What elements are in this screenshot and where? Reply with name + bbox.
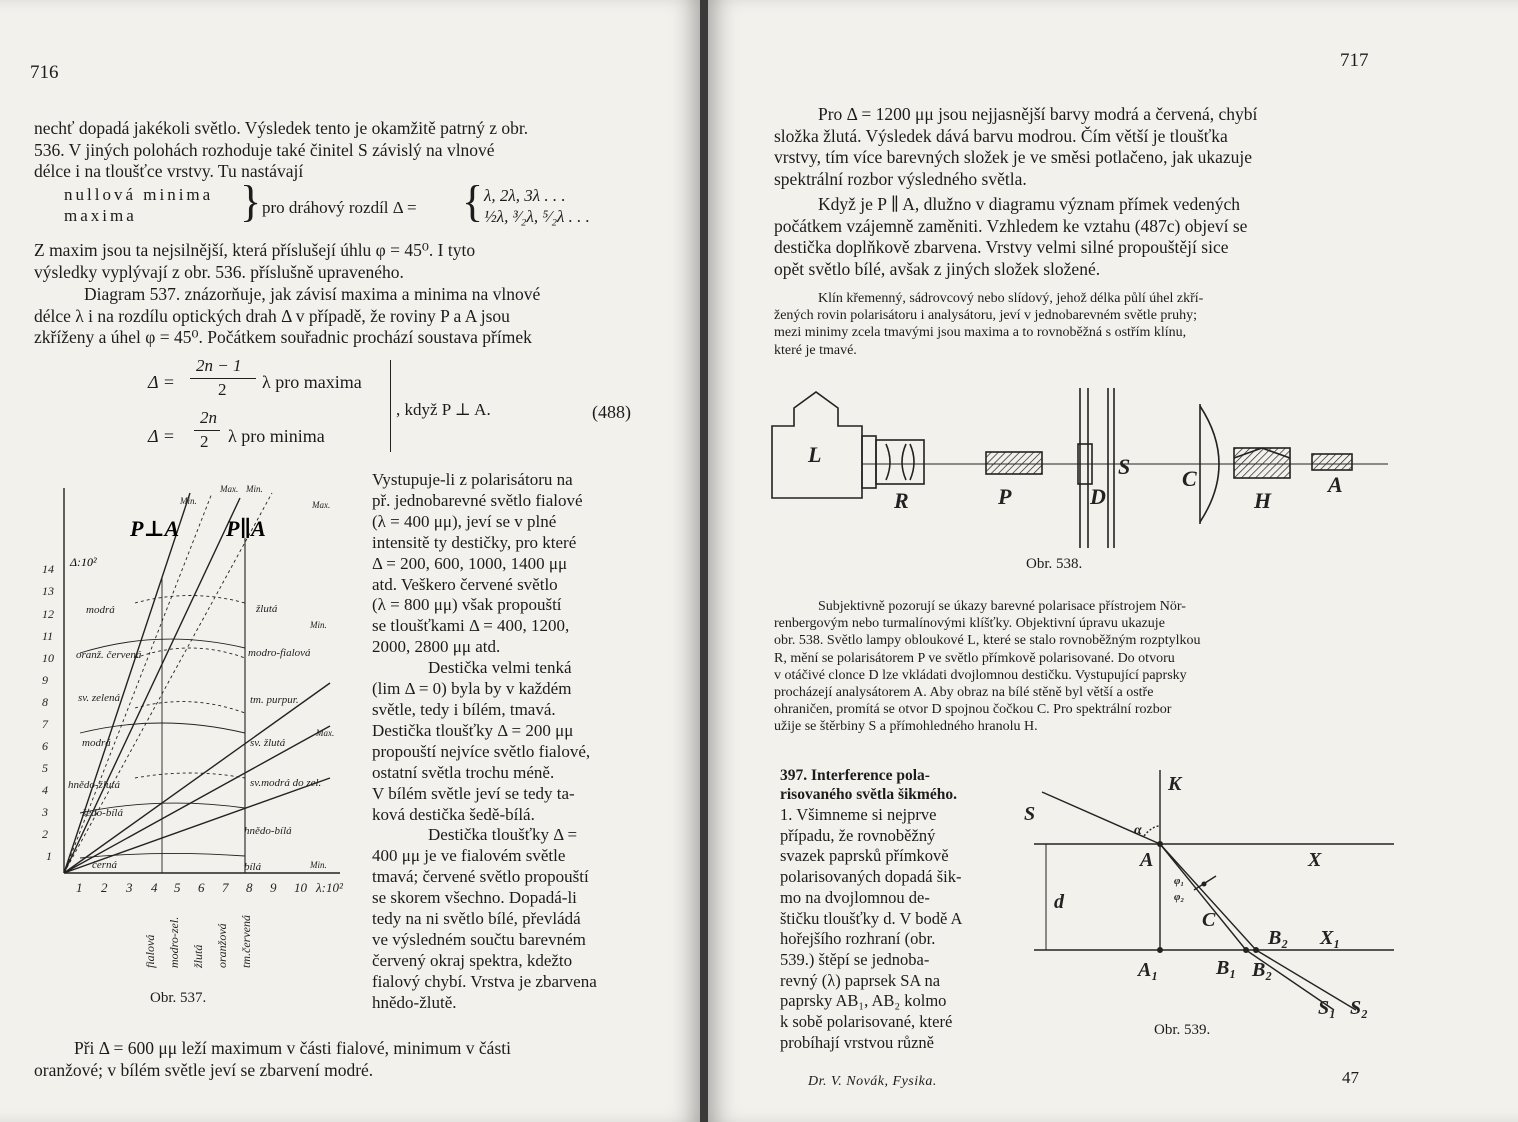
y-tick: 14 — [42, 562, 54, 576]
fig539-label: C — [1202, 909, 1216, 931]
color-label: bílá — [244, 861, 262, 873]
right-page — [708, 0, 1518, 1122]
top-label: Min. — [180, 496, 197, 506]
text-line: nechť dopadá jakékoli světlo. Výsledek tento je okamžitě patrný z obr. — [34, 118, 529, 138]
color-label: modrá — [82, 737, 111, 749]
text-line: (λ = 400 μμ), jeví se v plné — [372, 511, 557, 531]
text-line: propouští nejvíce světlo fialové, — [372, 741, 591, 761]
text-line: renbergovým nebo turmalínovými klíšťky. Objektivní úpravu ukazuje — [774, 616, 1165, 632]
fig539-label: φ₁ — [1174, 875, 1185, 887]
text-line: Diagram 537. znázorňuje, jak závisí maxima a minima na vlnové — [84, 284, 541, 304]
eq-max-denominator: 2 — [218, 380, 227, 399]
text-line: se tloušťkami Δ = 400, 1200, — [372, 616, 570, 636]
x-tick: 1 — [76, 880, 83, 895]
x-tick: 4 — [151, 880, 158, 895]
text-line: červený okraj spektra, kdežto — [372, 950, 573, 970]
text-line: k sobě polarisované, které — [780, 1012, 953, 1032]
y-tick: 11 — [42, 629, 54, 643]
x-tick: 8 — [246, 880, 253, 895]
cond-minima: nullová minima — [64, 185, 214, 204]
text-line: paprsky AB₁, AB₂ kolmo — [780, 991, 947, 1011]
x-tick: 9 — [270, 880, 277, 895]
text-line: délce i na tloušťce vrstvy. Tu nastávají — [34, 161, 304, 182]
text-line: 539.) štěpí se jednoba- — [780, 949, 930, 969]
cond-pro: pro dráhový rozdíl Δ = — [262, 198, 417, 217]
y-axis-label: Δ:10² — [70, 555, 97, 569]
text-line: vrstvy, tím více barevných složek je ve směsi potlačeno, jak ukazuje — [774, 147, 1253, 168]
x-tick: 2 — [101, 880, 108, 895]
x-tick: 7 — [222, 880, 229, 895]
bottom-paragraph — [34, 1038, 640, 1081]
eq-max-numerator: 2n − 1 — [196, 356, 242, 375]
fraction-bar — [190, 378, 256, 379]
fig539-label: S₁ — [1318, 997, 1337, 1019]
fig539-label: φ₂ — [1174, 891, 1185, 903]
intro-paragraph — [34, 118, 640, 183]
text-line: v otáčivé clonce D lze vkládati dvojlomnou destičku. Vystupující paprsky — [774, 667, 1187, 683]
eq-max-tail: λ pro maxima — [262, 372, 362, 392]
text-line: spektrální rozbor výsledného světla. — [774, 168, 1027, 189]
eq-condition: , když P ⊥ A. — [396, 400, 491, 419]
cond-maxima: maxima — [64, 206, 137, 225]
text-line: R, mění se polarisátorem P ve světlo přímkově polarisované. Do otvoru — [774, 650, 1175, 666]
text-line: polarisovaných dopadá šik- — [780, 867, 962, 887]
fig538-label: C — [1182, 466, 1197, 491]
y-tick: 12 — [42, 607, 54, 621]
figure-539-caption: Obr. 539. — [1154, 1022, 1211, 1038]
fig539-label: A₁ — [1138, 959, 1159, 981]
color-label: šedo-bílá — [82, 807, 123, 819]
text-line: mezi minimy zcela tmavými jsou maxima a to rovnoběžná s ostřím klínu, — [774, 325, 1187, 341]
spectrum-label: fialová — [143, 934, 157, 968]
cond-row2: ½λ, ³⁄₂λ, ⁵⁄₂λ . . . — [484, 207, 590, 226]
color-label: modrá — [86, 604, 115, 616]
text-line: ohraničen, promítá se otvor D spojnou čočkou C. Pro spektrální rozbor — [774, 702, 1172, 718]
color-label: sv. žlutá — [250, 737, 286, 749]
color-label: modro-fialová — [248, 647, 311, 659]
color-label: sv. zelená — [78, 692, 120, 704]
fig538-label: H — [1254, 488, 1272, 513]
y-tick: 9 — [42, 673, 48, 687]
text-line: mo na dvojlomnou de- — [780, 887, 930, 907]
color-label: hnědo-žlutá — [68, 779, 120, 791]
fig539-label: B₁ — [1216, 957, 1237, 979]
color-label: oranž. červená — [76, 649, 142, 661]
fig538-label: D — [1090, 484, 1106, 509]
cond-row1: λ, 2λ, 3λ . . . — [484, 186, 566, 205]
side-mark: Min. — [310, 620, 327, 630]
text-line: revný (λ) paprsek SA na — [780, 970, 941, 990]
spectrum-label: oranžová — [215, 923, 229, 968]
section-title-line: risovaného světla šikmého. — [780, 786, 957, 803]
text-line: atd. Veškero červené světlo — [372, 574, 558, 594]
text-line: ková destička šedě-bílá. — [372, 804, 535, 824]
figure-537-caption: Obr. 537. — [150, 990, 207, 1006]
brace-left: { — [462, 177, 484, 226]
text-line: Z maxim jsou ta nejsilnější, která příslušejí úhlu φ = 45⁰. I tyto — [34, 240, 476, 260]
text-line: Při Δ = 600 μμ leží maximum v části fialové, minimum v části — [74, 1038, 511, 1058]
eq-min-numerator: 2n — [200, 408, 217, 427]
y-tick: 13 — [42, 584, 54, 598]
x-tick: 6 — [198, 880, 205, 895]
fig539-label: X — [1308, 849, 1322, 871]
text-line: počátkem vzájemně zaměniti. Vzhledem ke vztahu (487c) objeví se — [774, 215, 1248, 236]
fig539-label: B₂ — [1252, 959, 1273, 981]
section-title-line: Interference pola- — [811, 767, 930, 784]
text-line: Destička tloušťky Δ = — [428, 825, 578, 845]
text-line: 536. V jiných polohách rozhoduje také činitel S závislý na vlnové — [34, 139, 495, 160]
text-line: (lim Δ = 0) byla by v každém — [372, 679, 572, 699]
y-tick: 5 — [42, 761, 48, 775]
text-line: které je tmavé. — [774, 342, 857, 358]
text-line: Vystupuje-li z polarisátoru na — [372, 470, 573, 489]
eq-max-lhs: Δ = — [148, 372, 175, 392]
text-line: Subjektivně pozorují se úkazy barevné polarisace přístrojem Nör- — [818, 599, 1186, 614]
spectrum-label: modro-zel. — [167, 916, 181, 968]
figure-539-refraction — [1024, 764, 1404, 1028]
text-line: obr. 538. Světlo lampy obloukové L, které se stalo rovnoběžným rozptylkou — [774, 633, 1201, 649]
text-line: svazek paprsků přímkově — [780, 846, 949, 866]
side-mark: Max. — [316, 728, 335, 738]
text-line: tedy na ni světlo bílé, převládá — [372, 909, 581, 929]
text-line: složka žlutá. Výsledek dává barvu modrou. Čím větší je tloušťka — [774, 125, 1228, 146]
label-p-par-a: P∥A — [226, 516, 266, 541]
eq-number: (488) — [592, 402, 631, 422]
fig538-label: R — [894, 488, 909, 513]
para-maxima — [34, 240, 640, 283]
fig539-label: d — [1054, 891, 1064, 913]
fig539-label: A — [1140, 849, 1154, 871]
fig538-label: L — [808, 442, 822, 467]
text-line: Destička velmi tenká — [428, 658, 572, 678]
para-diagram — [34, 284, 640, 349]
figure-538-apparatus — [768, 378, 1398, 558]
fraction-bar — [194, 430, 220, 431]
fig538-label: P — [998, 484, 1012, 509]
text-line: procházejí analysátorem A. Aby obraz na bílé stěně byl větší a ostře — [774, 685, 1154, 701]
x-tick: 3 — [126, 880, 133, 895]
y-tick: 8 — [42, 695, 48, 709]
text-line: intensitě ty destičky, pro které — [372, 532, 577, 552]
figure-537-diagram — [40, 478, 360, 1008]
text-line: zkříženy a úhel φ = 45⁰. Počátkem souřadnic prochází soustava přímek — [34, 327, 532, 348]
fig538-label: A — [1328, 472, 1343, 497]
text-line: probíhají vrstvou různě — [780, 1032, 934, 1052]
footer-author: Dr. V. Novák, Fysika. — [808, 1074, 937, 1089]
text-line: př. jednobarevné světlo fialové — [372, 490, 583, 510]
top-label: Max. — [312, 500, 331, 510]
text-line: hnědo-žlutě. — [372, 992, 457, 1012]
page-number-right: 717 — [1340, 50, 1369, 71]
text-line: Klín křemenný, sádrovcový nebo slídový, jehož délka půlí úhel zkří- — [818, 291, 1204, 306]
y-tick: 6 — [42, 739, 48, 753]
text-line: výsledky vyplývají z obr. 536. příslušně upraveného. — [34, 261, 404, 282]
spectrum-label: žlutá — [191, 944, 205, 968]
footer-signature: 47 — [1342, 1068, 1359, 1087]
eq-brace — [390, 360, 391, 452]
text-line: Když je P ∥ A, dlužno v diagramu význam přímek vedených — [818, 194, 1240, 214]
small-note-subjective — [774, 598, 1378, 736]
page-number-left: 716 — [30, 62, 59, 83]
text-line: Δ = 200, 600, 1000, 1400 μμ — [372, 553, 568, 573]
narrow-column — [372, 470, 638, 1014]
y-tick: 10 — [42, 651, 54, 665]
section-397-heading — [780, 766, 1020, 804]
fig539-label: B₂ — [1268, 927, 1289, 949]
text-line: hořejšího rozhraní (obr. — [780, 929, 936, 949]
eq-min-lhs: Δ = — [148, 426, 175, 446]
text-line: 400 μμ je ve fialovém světle — [372, 846, 566, 866]
text-line: Pro Δ = 1200 μμ jsou nejjasnější barvy modrá a červená, chybí — [818, 104, 1258, 124]
y-tick: 2 — [42, 827, 48, 841]
text-line: ostatní světla trochu méně. — [372, 762, 555, 782]
fig538-label: S — [1118, 454, 1131, 479]
text-line: oranžové; v bílém světle jeví se zbarvení modré. — [34, 1059, 374, 1080]
text-line: štičku tloušťky d. V bodě A — [780, 908, 963, 928]
text-line: žených rovin polarisátoru i analysátoru, jeví v jednobarevném světle pruhy; — [774, 308, 1197, 324]
y-tick: 3 — [42, 805, 48, 819]
side-mark: Min. — [310, 860, 327, 870]
y-tick: 7 — [42, 717, 48, 731]
text-line: opět světlo bílé, avšak z jiných složek složené. — [774, 258, 1101, 279]
para-1200 — [774, 104, 1378, 190]
text-line: případu, že rovnoběžný — [780, 825, 936, 845]
eq-min-denominator: 2 — [200, 432, 209, 451]
top-label: Min. — [246, 484, 263, 494]
color-label: žlutá — [256, 603, 278, 615]
fig539-label: X₁ — [1320, 927, 1341, 949]
text-line: délce λ i na rozdílu optických drah Δ v případě, že roviny P a A jsou — [34, 305, 510, 326]
x-tick: 5 — [174, 880, 181, 895]
text-line: ve výsledném součtu barevném — [372, 929, 586, 949]
y-tick: 4 — [42, 783, 48, 797]
fig539-label: α — [1134, 823, 1142, 838]
text-line: (λ = 800 μμ) však propouští — [372, 595, 562, 615]
para-parallel — [774, 194, 1378, 280]
section-number: 397. — [780, 767, 808, 784]
figure-538-caption: Obr. 538. — [1026, 556, 1083, 572]
color-label: sv.modrá do zel. — [250, 777, 322, 789]
text-line: tmavá; červené světlo propouští — [372, 867, 589, 887]
top-label: Max. — [220, 484, 239, 494]
color-label: tm. purpur. — [250, 694, 299, 706]
color-label: hnědo-bílá — [244, 825, 292, 837]
small-note-wedge — [774, 290, 1378, 359]
text-line: fialový chybí. Vrstva je zbarvena — [372, 971, 597, 991]
fig539-label: S — [1024, 803, 1036, 825]
brace-right: } — [240, 177, 262, 226]
fig539-label: S₂ — [1350, 997, 1369, 1019]
x-axis-label: λ:10² — [316, 880, 343, 895]
section-397-text — [780, 805, 992, 1053]
text-line: V bílém světle jeví se tedy ta- — [372, 783, 575, 803]
left-page — [0, 0, 700, 1122]
text-line: 1. Všimneme si nejprve — [780, 805, 937, 824]
color-label: černá — [92, 859, 118, 871]
text-line: destička doplňkově zbarvena. Vrstvy velmi silné propouštějí sice — [774, 237, 1229, 258]
text-line: užije se štěrbiny S a přímohledného hranolu H. — [774, 719, 1038, 735]
x-tick: 10 — [294, 880, 307, 895]
spectrum-label: tm.červená — [239, 915, 253, 968]
label-p-perp-a: P⊥A — [130, 516, 180, 541]
text-line: světle, tedy i bílém, tmavá. — [372, 699, 556, 719]
y-tick: 1 — [46, 849, 52, 863]
text-line: 2000, 2800 μμ atd. — [372, 637, 501, 657]
text-line: Destička tloušťky Δ = 200 μμ — [372, 720, 574, 740]
text-line: se skorem všechno. Dopadá-li — [372, 888, 577, 908]
eq-min-tail: λ pro minima — [228, 426, 325, 446]
fig539-label: K — [1168, 773, 1182, 795]
